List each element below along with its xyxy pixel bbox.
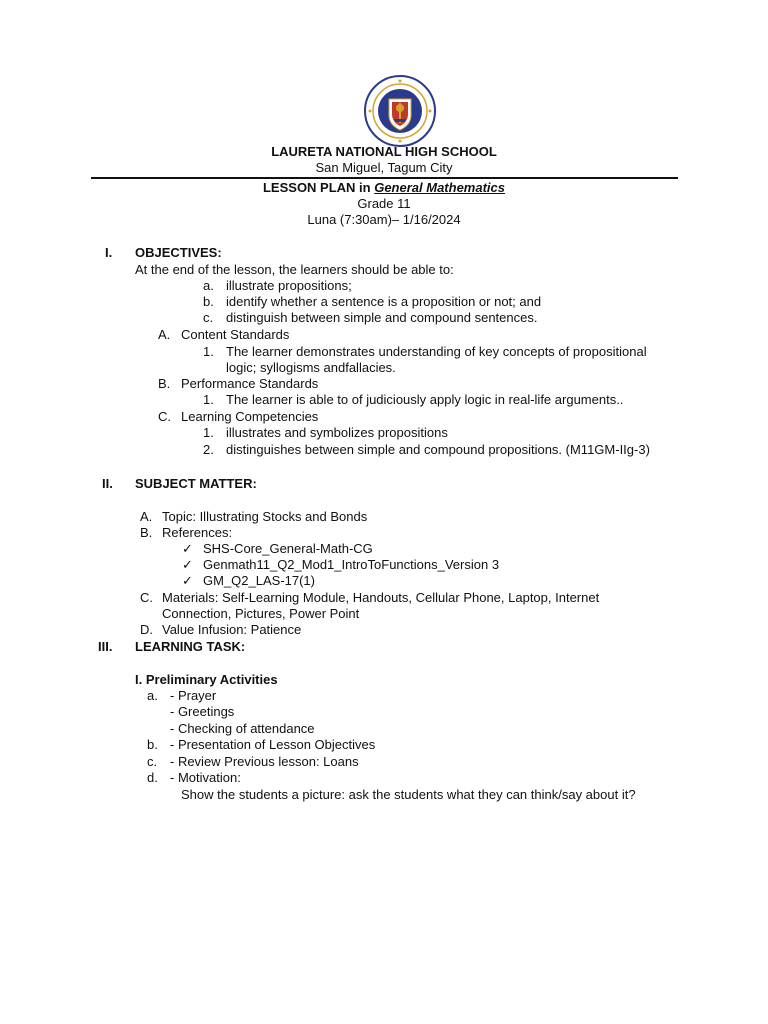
activity-item: - Presentation of Lesson Objectives — [170, 737, 376, 752]
topic-marker: A. — [140, 509, 153, 524]
subject-matter-numeral: II. — [102, 476, 113, 491]
objective-marker: a. — [203, 278, 214, 293]
checkmark-icon: ✓ — [182, 573, 193, 588]
content-standards-label: Content Standards — [181, 327, 290, 342]
activity-marker: b. — [147, 737, 158, 752]
header-divider — [91, 177, 678, 179]
performance-standard-marker: 1. — [203, 392, 214, 407]
activity-marker: a. — [147, 688, 158, 703]
plan-title-prefix: LESSON PLAN in — [262, 180, 375, 195]
performance-standard-item: The learner is able to of judiciously apply logic in real-life arguments.. — [226, 392, 624, 407]
objective-marker: b. — [203, 294, 214, 309]
plan-title — [0, 180, 768, 196]
grade-level: Grade 11 — [357, 196, 411, 211]
materials-line2: Connection, Pictures, Power Point — [162, 606, 360, 621]
objectives-heading: OBJECTIVES: — [135, 245, 222, 260]
checkmark-icon: ✓ — [182, 557, 193, 572]
objective-item: identify whether a sentence is a proposition or not; and — [226, 294, 542, 309]
content-standard-line1: The learner demonstrates understanding of key concepts of propositional — [226, 344, 647, 359]
reference-item — [182, 557, 499, 573]
content-standard-marker: 1. — [203, 344, 214, 359]
activity-item: - Checking of attendance — [170, 721, 315, 736]
reference-text: GM_Q2_LAS-17(1) — [203, 573, 315, 588]
activity-marker: c. — [147, 754, 158, 769]
checkmark-icon: ✓ — [182, 541, 193, 556]
value-infusion-marker: D. — [140, 622, 153, 637]
reference-text: Genmath11_Q2_Mod1_IntroToFunctions_Version 3 — [203, 557, 500, 572]
activity-item: - Review Previous lesson: Loans — [170, 754, 359, 769]
plan-subject: General Mathematics — [374, 180, 505, 195]
materials-marker: C. — [140, 590, 153, 605]
preliminary-activities-heading: I. Preliminary Activities — [135, 672, 278, 687]
school-address: San Miguel, Tagum City — [315, 160, 453, 175]
deped-seal-logo — [364, 75, 436, 147]
learning-task-heading: LEARNING TASK: — [135, 639, 246, 654]
materials-line1: Materials: Self-Learning Module, Handouts, Cellular Phone, Laptop, Internet — [162, 590, 600, 605]
motivation-note: Show the students a picture: ask the students what they can think/say about it? — [181, 787, 636, 802]
objective-item: distinguish between simple and compound sentences. — [226, 310, 538, 325]
objectives-numeral: I. — [105, 245, 113, 260]
reference-text: SHS-Core_General-Math-CG — [203, 541, 373, 556]
learning-competencies-marker: C. — [158, 409, 171, 424]
value-infusion-text: Value Infusion: Patience — [162, 622, 302, 637]
activity-marker: d. — [147, 770, 158, 785]
content-standards-marker: A. — [158, 327, 171, 342]
objectives-intro: At the end of the lesson, the learners should be able to: — [135, 262, 454, 277]
objective-marker: c. — [203, 310, 214, 325]
references-marker: B. — [140, 525, 153, 540]
topic-text: Topic: Illustrating Stocks and Bonds — [162, 509, 368, 524]
content-standard-line2: logic; syllogisms andfallacies. — [226, 360, 396, 375]
learning-task-numeral: III. — [98, 639, 113, 654]
activity-item: - Motivation: — [170, 770, 241, 785]
school-name: LAURETA NATIONAL HIGH SCHOOL — [271, 144, 497, 159]
section-date: Luna (7:30am)– 1/16/2024 — [307, 212, 461, 227]
activity-item: - Prayer — [170, 688, 217, 703]
references-label: References: — [162, 525, 233, 540]
reference-item — [182, 573, 315, 589]
subject-matter-heading: SUBJECT MATTER: — [135, 476, 257, 491]
performance-standards-marker: B. — [158, 376, 171, 391]
objective-item: illustrate propositions; — [226, 278, 352, 293]
competency-item: distinguishes between simple and compound propositions. (M11GM-IIg-3) — [226, 442, 650, 457]
reference-item — [182, 541, 373, 557]
competency-marker: 1. — [203, 425, 214, 440]
competency-item: illustrates and symbolizes propositions — [226, 425, 448, 440]
activity-item: - Greetings — [170, 704, 235, 719]
performance-standards-label: Performance Standards — [181, 376, 319, 391]
learning-competencies-label: Learning Competencies — [181, 409, 319, 424]
competency-marker: 2. — [203, 442, 214, 457]
